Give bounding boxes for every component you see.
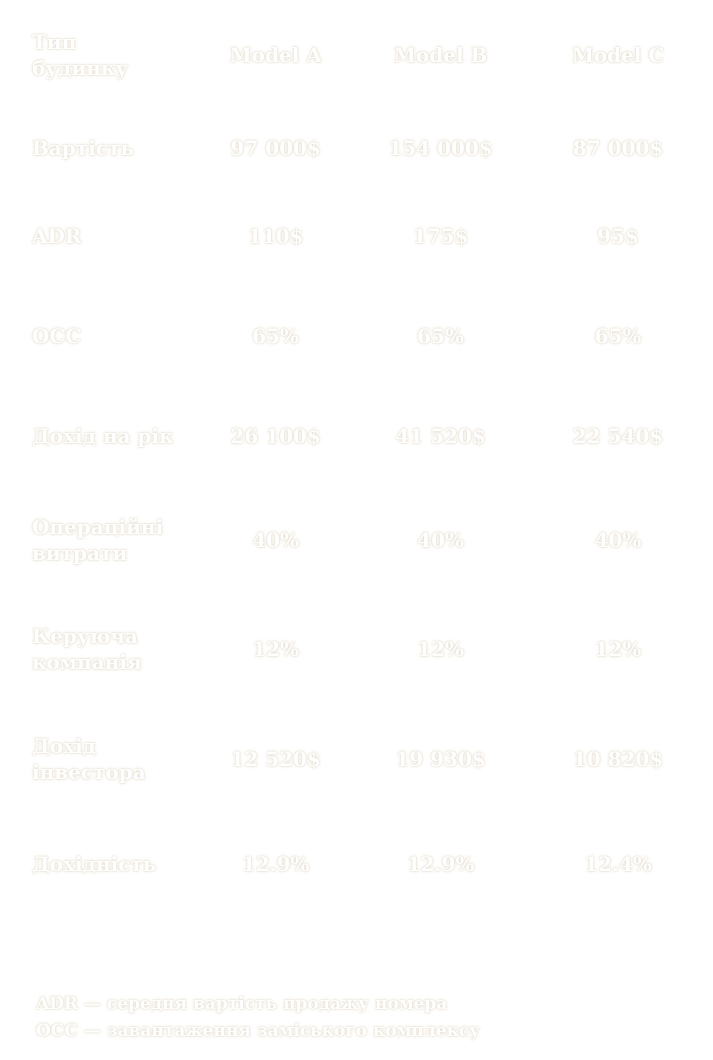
row-label-management-company: Керуюча компанія (32, 624, 142, 674)
footnote-adr: ADR — середня вартість продажу номера (36, 994, 448, 1014)
cell-value: 95$ (597, 224, 639, 248)
row-label-operating-costs: Операційні витрати (32, 515, 164, 565)
cell-value: 40% (594, 528, 642, 552)
cell-value: 22 540$ (572, 424, 664, 448)
table-row (24, 186, 713, 286)
comparison-table (24, 0, 713, 914)
header-model-c: Model C (571, 43, 665, 67)
header-house-type: Тип будинку (32, 30, 129, 80)
header-model-b: Model B (393, 43, 488, 67)
row-label-annual-income: Дохід на рік (32, 424, 174, 448)
row-label-occ: OCC (32, 324, 82, 348)
cell-value: 97 000$ (230, 136, 321, 160)
row-label-investor-income: Дохід інвестора (32, 734, 146, 784)
cell-value: 110$ (247, 224, 304, 248)
cell-value: 87 000$ (572, 136, 664, 160)
cell-value: 65% (252, 324, 300, 348)
cell-value: 65% (594, 324, 642, 348)
cell-value: 40% (417, 528, 464, 552)
table-row (24, 814, 713, 914)
table-row (24, 286, 713, 386)
row-label-adr: ADR (32, 224, 82, 248)
table-row (24, 704, 713, 814)
footnotes (36, 991, 480, 1045)
cell-value: 10 820$ (572, 747, 664, 771)
footnote-occ: OCC — завантаження заміського комплексу (36, 1021, 481, 1041)
cell-value: 12.9% (241, 852, 310, 876)
table-header-row (24, 0, 713, 110)
cell-value: 12% (594, 637, 642, 661)
table-row (24, 594, 713, 704)
cell-value: 175$ (412, 224, 469, 248)
row-label-cost: Вартість (32, 136, 134, 160)
cell-value: 41 520$ (395, 424, 486, 448)
cell-value: 19 930$ (395, 747, 486, 771)
row-label-yield: Дохідність (32, 852, 157, 876)
table-row (24, 386, 713, 486)
cell-value: 12.9% (406, 852, 475, 876)
table-row (24, 110, 713, 186)
cell-value: 154 000$ (388, 136, 493, 160)
cell-value: 26 100$ (230, 424, 321, 448)
cell-value: 12% (252, 637, 300, 661)
cell-value: 65% (417, 324, 464, 348)
header-model-a: Model A (229, 43, 322, 67)
cell-value: 12 520$ (230, 747, 321, 771)
cell-value: 12.4% (584, 852, 652, 876)
cell-value: 40% (252, 528, 300, 552)
cell-value: 12% (417, 637, 464, 661)
table-row (24, 486, 713, 594)
